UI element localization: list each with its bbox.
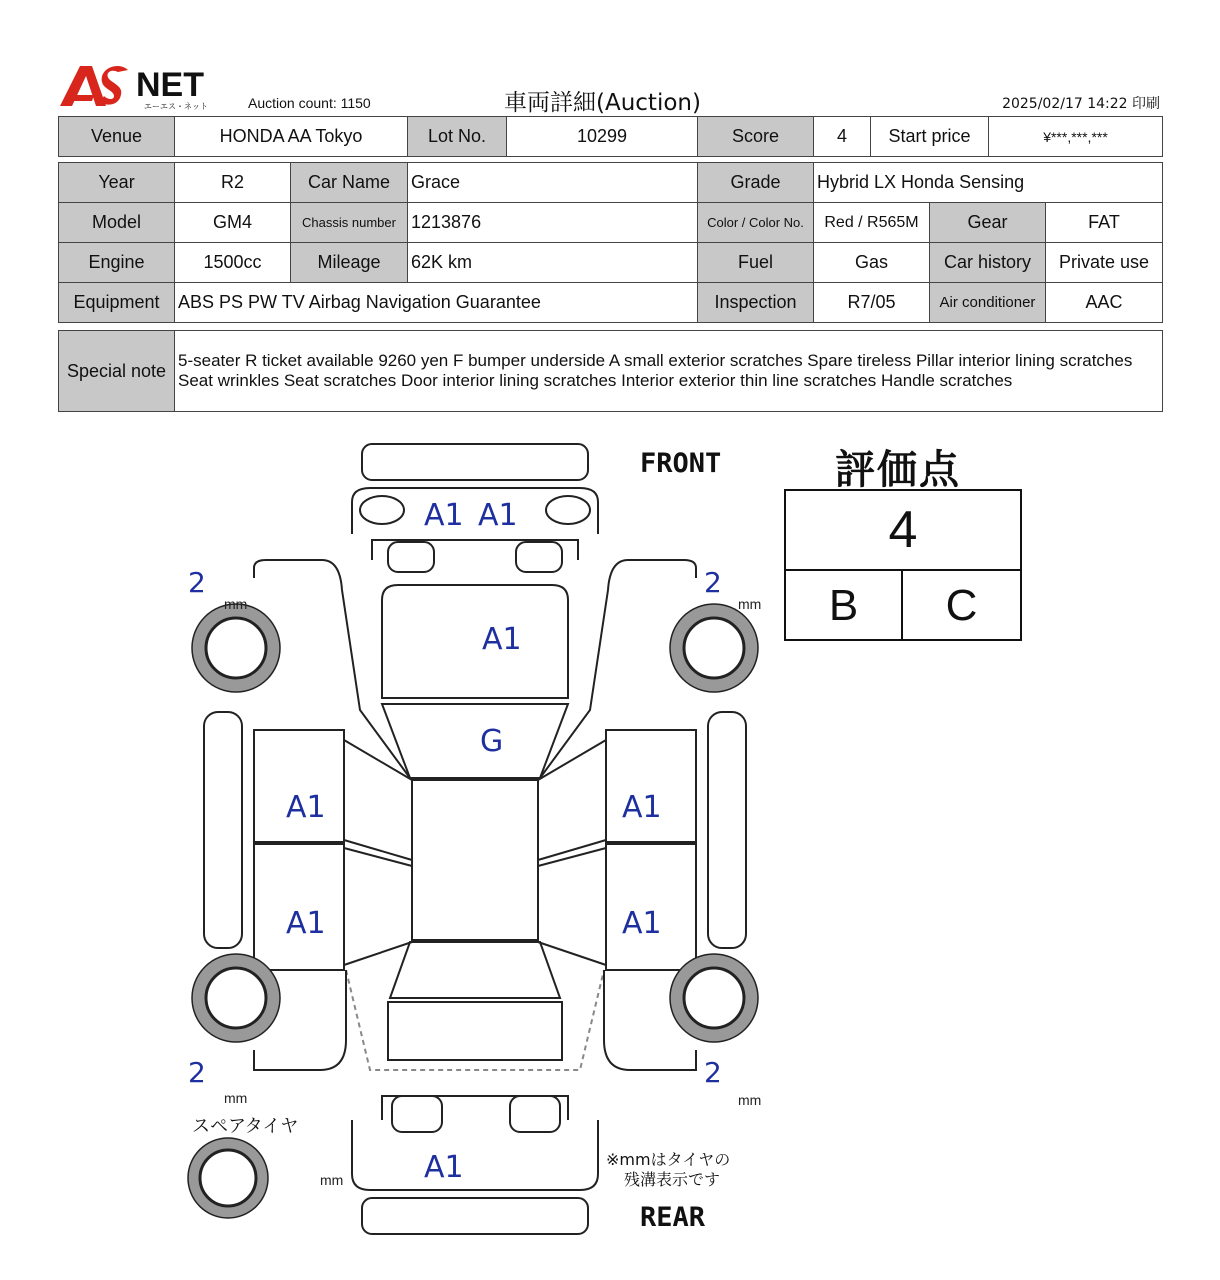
overall-score: 4 (786, 491, 1020, 571)
chassis-label: Chassis number (291, 203, 408, 243)
front-right-light-grade: A1 (478, 498, 518, 533)
car-history-label: Car history (930, 243, 1046, 283)
tread-front-left: 2 (188, 566, 206, 599)
tread-unit-fr: mm (738, 596, 762, 612)
score-value: 4 (814, 117, 871, 157)
air-conditioner-value: AAC (1046, 283, 1163, 323)
lot-label: Lot No. (408, 117, 507, 157)
venue-value: HONDA AA Tokyo (175, 117, 408, 157)
car-name-value: Grace (408, 163, 698, 203)
special-note-text: 5-seater R ticket available 9260 yen F bumper underside A small exterior scratches Spare tireless Pillar interior lining scratches Seat wrinkles Seat scratches Door interior lining scratches Interior exterior thin line scratches Handle scratches (175, 331, 1163, 412)
tread-rear-right: 2 (704, 1056, 722, 1089)
engine-label: Engine (59, 243, 175, 283)
color-value: Red / R565M (814, 203, 930, 243)
venue-label: Venue (59, 117, 175, 157)
print-date: 2025/02/17 14:22 印刷 (1002, 96, 1160, 112)
rear-bumper-grade: A1 (424, 1150, 464, 1185)
windshield-grade: G (480, 724, 504, 759)
front-left-door-grade: A1 (286, 790, 326, 825)
document-header (58, 62, 1162, 114)
hood-grade: A1 (482, 622, 522, 657)
special-note-table (58, 330, 1163, 412)
exterior-score: B (786, 571, 903, 641)
front-left-light-grade: A1 (424, 498, 464, 533)
vehicle-damage-diagram (170, 430, 790, 1250)
tread-unit-rr: mm (738, 1092, 762, 1108)
fuel-value: Gas (814, 243, 930, 283)
start-price-value: ¥***,***,*** (989, 117, 1163, 157)
score-label: Score (698, 117, 814, 157)
chassis-value: 1213876 (408, 203, 698, 243)
equipment-label: Equipment (59, 283, 175, 323)
tread-front-right: 2 (704, 566, 722, 599)
tread-footnote-1: ※mmはタイヤの (606, 1150, 731, 1169)
evaluation-score-box (784, 489, 1022, 641)
engine-value: 1500cc (175, 243, 291, 283)
inspection-label: Inspection (698, 283, 814, 323)
gear-value: FAT (1046, 203, 1163, 243)
details-table (58, 162, 1163, 323)
svg-text:NET: NET (136, 66, 204, 104)
mileage-value: 62K km (408, 243, 698, 283)
grade-value: Hybrid LX Honda Sensing (814, 163, 1163, 203)
tread-unit-spare: mm (320, 1172, 344, 1188)
car-history-value: Private use (1046, 243, 1163, 283)
rear-left-door-grade: A1 (286, 906, 326, 941)
svg-text:エーエス・ネット: エーエス・ネット (144, 102, 208, 111)
mileage-label: Mileage (291, 243, 408, 283)
fuel-label: Fuel (698, 243, 814, 283)
air-conditioner-label: Air conditioner (930, 283, 1046, 323)
model-value: GM4 (175, 203, 291, 243)
model-label: Model (59, 203, 175, 243)
tread-unit-fl: mm (224, 596, 248, 612)
rear-right-door-grade: A1 (622, 906, 662, 941)
front-right-door-grade: A1 (622, 790, 662, 825)
rear-label: REAR (640, 1202, 706, 1233)
tread-unit-rl: mm (224, 1090, 248, 1106)
inspection-value: R7/05 (814, 283, 930, 323)
lot-value: 10299 (507, 117, 698, 157)
equipment-value: ABS PS PW TV Airbag Navigation Guarantee (175, 283, 698, 323)
tread-rear-left: 2 (188, 1056, 206, 1089)
color-label: Color / Color No. (698, 203, 814, 243)
spare-tire-label: スペアタイヤ (192, 1116, 299, 1137)
interior-score: C (945, 581, 978, 630)
grade-label: Grade (698, 163, 814, 203)
year-value: R2 (175, 163, 291, 203)
tread-footnote-2: 残溝表示です (624, 1170, 721, 1189)
gear-label: Gear (930, 203, 1046, 243)
start-price-label: Start price (871, 117, 989, 157)
summary-table (58, 116, 1163, 157)
year-label: Year (59, 163, 175, 203)
auction-count: Auction count: 1150 (248, 95, 371, 111)
front-label: FRONT (640, 448, 722, 479)
asnet-logo (58, 62, 236, 112)
car-name-label: Car Name (291, 163, 408, 203)
page-title: 車両詳細(Auction) (504, 90, 701, 116)
evaluation-score-title: 評価点 (835, 447, 961, 493)
special-note-label: Special note (59, 331, 175, 412)
